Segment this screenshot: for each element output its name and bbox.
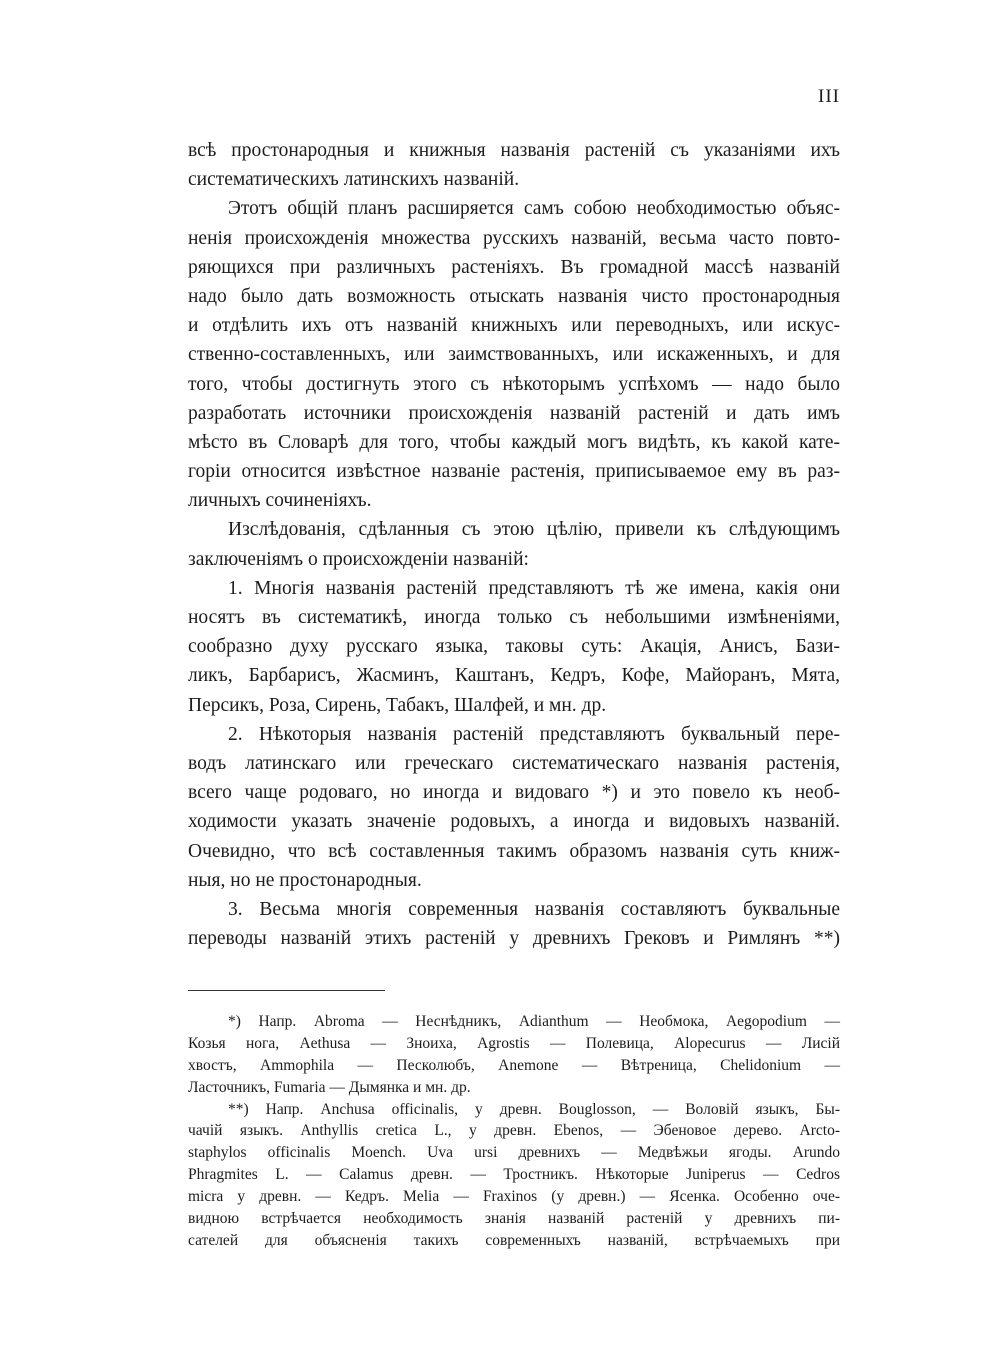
text-line: micra у древн. — Кедръ. Melia — Fraxinos (у древн.) — Ясенка. Особенно оче- — [188, 1188, 840, 1206]
text-line: систематическихъ латинскихъ названій. — [188, 169, 520, 191]
text-line: ственно-составленныхъ, или заимствованныхъ, или искаженныхъ, и для — [188, 344, 840, 366]
footnote-divider — [188, 990, 385, 991]
paragraph — [188, 515, 840, 573]
footnote — [188, 1011, 840, 1099]
text-line: Изслѣдованія, сдѣланныя съ этою цѣлію, привели къ слѣдующимъ — [228, 519, 840, 541]
paragraph — [188, 574, 840, 720]
text-line: и отдѣлить ихъ отъ названій книжныхъ или переводныхъ, или искус- — [188, 315, 840, 337]
text-line: переводы названій этихъ растеній у древнихъ Грековъ и Римлянъ **) — [188, 928, 840, 950]
text-line: горіи относится извѣстное названіе растенія, приписываемое ему въ раз- — [188, 461, 840, 483]
text-line: личныхъ сочиненіяхъ. — [188, 490, 372, 512]
text-line: Ласточникъ, Fumaria — Дымянка и мн. др. — [188, 1078, 471, 1096]
text-line: надо было дать возможность отыскать названія чисто простонародныя — [188, 285, 840, 307]
text-line: staphylos officinalis Moench. Uva ursi древнихъ — Медвѣжьи ягоды. Arundo — [188, 1144, 840, 1162]
footnotes — [188, 1011, 840, 1252]
paragraph — [188, 194, 840, 515]
text-line: 3. Весьма многія современныя названія составляютъ буквальные — [228, 898, 840, 920]
text-line: Этотъ общій планъ расширяется самъ собою необходимостью объяс- — [228, 198, 840, 220]
text-line: водъ латинскаго или греческаго систематическаго названія растенія, — [188, 752, 840, 774]
text-line: Козья нога, Aethusa — Зноиха, Agrostis — Полевица, Alopecurus — Лисій — [188, 1034, 840, 1052]
paragraph — [188, 895, 840, 953]
main-text — [188, 136, 840, 953]
text-line: 2. Нѣкоторыя названія растеній представляютъ буквальный пере- — [228, 723, 840, 745]
text-line: мѣсто въ Словарѣ для того, чтобы каждый могъ видѣть, къ какой кате- — [188, 431, 840, 453]
footnote — [188, 1099, 840, 1252]
page-number: III — [818, 86, 840, 107]
text-line: Phragmites L. — Calamus древн. — Тростникъ. Нѣкоторые Juniperus — Cedros — [188, 1166, 840, 1184]
text-line: носятъ въ систематикѣ, иногда только съ небольшими измѣненіями, — [188, 607, 840, 628]
text-line: ныя, но не простонародныя. — [188, 869, 422, 891]
text-line: **) Напр. Anchusa officinalis, у древн. Bouglosson, — Воловій языкъ, Бы- — [228, 1100, 840, 1118]
text-line: всѣ простонародныя и книжныя названія растеній съ указаніями ихъ — [188, 140, 840, 161]
text-line: 1. Многія названія растеній представляютъ тѣ же имена, какія они — [228, 577, 840, 599]
text-line: хвостъ, Ammophila — Песколюбъ, Anemone — Вѣтреница, Chelidonium — — [188, 1056, 840, 1074]
text-line: сателей для объясненія такихъ современныхъ названій, встрѣчаемыхъ при — [188, 1231, 840, 1249]
paragraph — [188, 720, 840, 895]
text-line: ходимости указать значеніе родовыхъ, а иногда и видовыхъ названій. — [188, 811, 840, 833]
text-line: ненія происхожденія множества русскихъ названій, весьма часто повто- — [188, 227, 840, 249]
text-line: Персикъ, Роза, Сирень, Табакъ, Шалфей, и мн. др. — [188, 694, 607, 716]
text-line: сообразно духу русскаго языка, таковы суть: Акація, Анисъ, Бази- — [188, 636, 840, 658]
text-line: заключеніямъ о происхожденіи названій: — [188, 548, 529, 570]
text-line: всего чаще родоваго, но иногда и видоваго *) и это повело къ необ- — [188, 782, 840, 804]
text-line: чачій языкъ. Anthyllis cretica L., у древн. Ebenos, — Эбеновое дерево. Arcto- — [188, 1122, 840, 1140]
text-line: Очевидно, что всѣ составленныя такимъ образомъ названія суть книж- — [188, 840, 840, 862]
text-line: ликъ, Барбарисъ, Жасминъ, Каштанъ, Кедръ, Кофе, Майоранъ, Мята, — [188, 665, 840, 687]
text-line: разработать источники происхожденія названій растеній и дать имъ — [188, 402, 840, 424]
text-line: ряющихся при различныхъ растеніяхъ. Въ громадной массѣ названій — [188, 256, 840, 278]
text-line: того, чтобы достигнуть этого съ нѣкоторымъ успѣхомъ — надо было — [188, 373, 840, 395]
paragraph — [188, 136, 840, 194]
text-line: видною встрѣчается необходимость знанія названій растеній у древнихъ пи- — [188, 1210, 840, 1228]
text-line: *) Напр. Abroma — Неснѣдникъ, Adianthum — Необмока, Aegopodium — — [228, 1013, 840, 1030]
